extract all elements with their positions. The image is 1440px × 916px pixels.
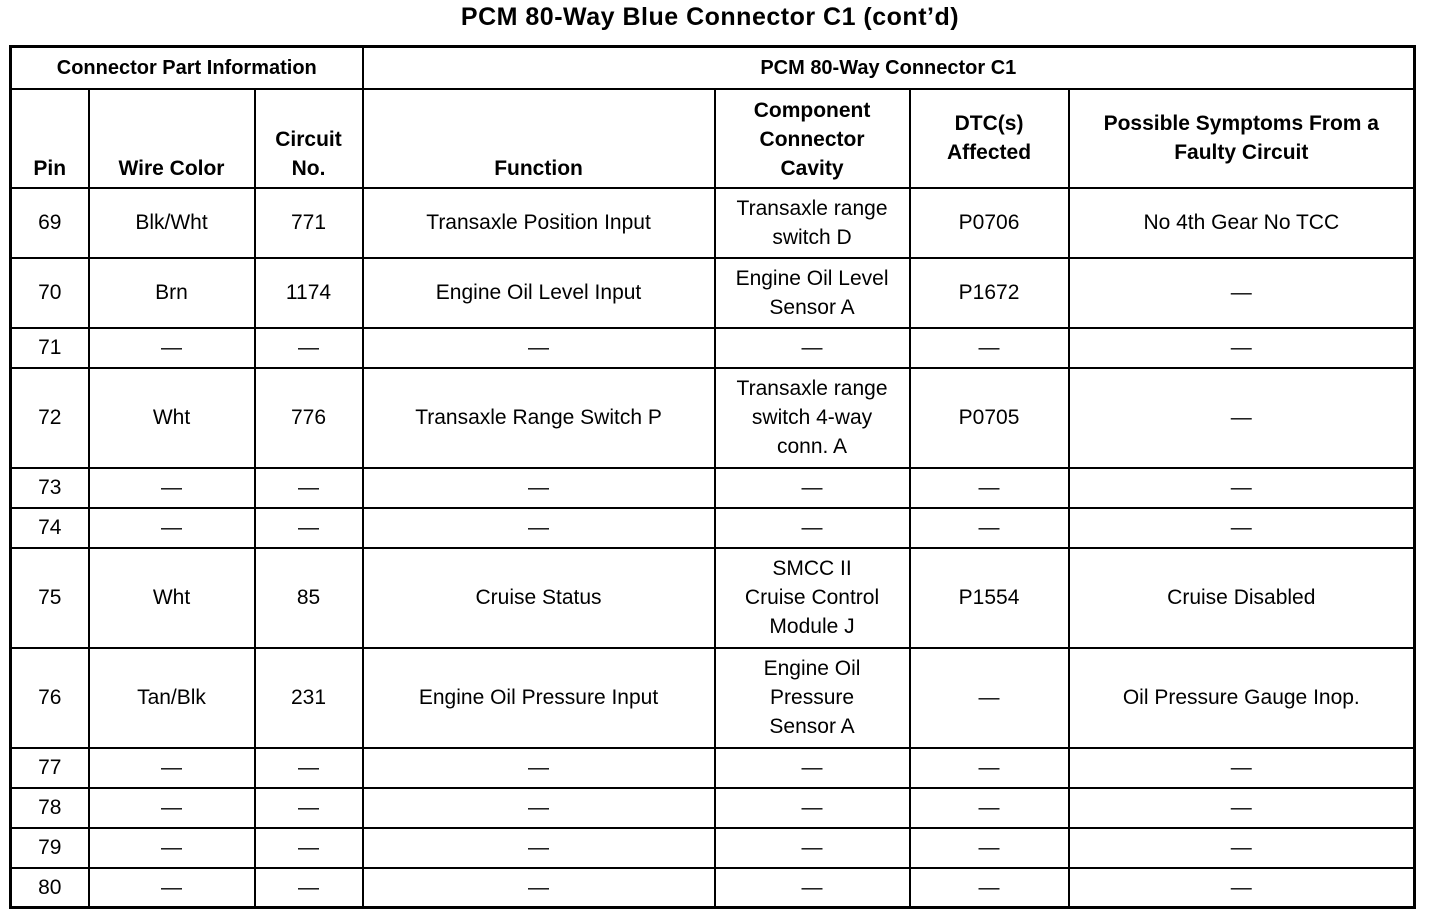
cavity-cell: Transaxle range switch 4-way conn. A [715,368,910,468]
pin-cell: 77 [11,748,89,788]
dtc-cell: — [910,648,1069,748]
dtc-cell: P0705 [910,368,1069,468]
table-row [11,548,1415,648]
pin-cell: 75 [11,548,89,648]
page-title: PCM 80-Way Blue Connector C1 (cont’d) [460,3,960,31]
wire-color-cell: — [89,508,255,548]
wire-color-cell: Wht [89,548,255,648]
table-row [11,828,1415,868]
table-row [11,508,1415,548]
wire-color-cell: — [89,468,255,508]
table-row [11,748,1415,788]
cavity-cell: SMCC II Cruise Control Module J [715,548,910,648]
dtc-cell: P0706 [910,188,1069,258]
column-header-possible-symptoms: Possible Symptoms From a Faulty Circuit [1069,89,1415,188]
symptoms-cell: Oil Pressure Gauge Inop. [1069,648,1415,748]
dtc-cell: P1672 [910,258,1069,328]
wire-color-cell: — [89,788,255,828]
cavity-cell: — [715,828,910,868]
pin-cell: 71 [11,328,89,368]
wire-color-cell: Wht [89,368,255,468]
table-row [11,868,1415,908]
cavity-cell: — [715,508,910,548]
pin-cell: 74 [11,508,89,548]
column-header-circuit-no: Circuit No. [255,89,363,188]
wire-color-cell: Brn [89,258,255,328]
function-cell: Transaxle Range Switch P [363,368,715,468]
pin-cell: 80 [11,868,89,908]
column-header-wire-color: Wire Color [89,89,255,188]
function-cell: Cruise Status [363,548,715,648]
function-cell: — [363,788,715,828]
circuit-cell: — [255,828,363,868]
circuit-cell: 85 [255,548,363,648]
pin-cell: 70 [11,258,89,328]
table-row [11,188,1415,258]
pin-cell: 73 [11,468,89,508]
wire-color-cell: Tan/Blk [89,648,255,748]
dtc-cell: — [910,748,1069,788]
cavity-cell: — [715,788,910,828]
cavity-cell: Engine Oil Pressure Sensor A [715,648,910,748]
symptoms-cell: — [1069,508,1415,548]
table-row [11,368,1415,468]
wire-color-cell: — [89,748,255,788]
circuit-cell: 1174 [255,258,363,328]
table-row [11,788,1415,828]
wire-color-cell: Blk/Wht [89,188,255,258]
symptoms-cell: — [1069,868,1415,908]
column-header-row [11,89,1415,188]
symptoms-cell: — [1069,468,1415,508]
function-cell: — [363,468,715,508]
circuit-cell: — [255,508,363,548]
wire-color-cell: — [89,868,255,908]
function-cell: — [363,508,715,548]
wire-color-cell: — [89,828,255,868]
function-cell: — [363,748,715,788]
symptoms-cell: — [1069,328,1415,368]
column-header-component-cavity: Component Connector Cavity [715,89,910,188]
symptoms-cell: — [1069,748,1415,788]
dtc-cell: — [910,828,1069,868]
table-row [11,648,1415,748]
dtc-cell: — [910,788,1069,828]
function-cell: — [363,868,715,908]
symptoms-cell: — [1069,788,1415,828]
pin-cell: 72 [11,368,89,468]
pin-cell: 79 [11,828,89,868]
circuit-cell: 776 [255,368,363,468]
cavity-cell: — [715,748,910,788]
function-cell: Engine Oil Pressure Input [363,648,715,748]
circuit-cell: — [255,868,363,908]
circuit-cell: — [255,788,363,828]
group-header-pcm-connector: PCM 80-Way Connector C1 [363,47,1415,89]
function-cell: Engine Oil Level Input [363,258,715,328]
dtc-cell: — [910,468,1069,508]
dtc-cell: — [910,328,1069,368]
pin-cell: 78 [11,788,89,828]
circuit-cell: — [255,328,363,368]
wire-color-cell: — [89,328,255,368]
dtc-cell: — [910,508,1069,548]
column-header-dtc-affected: DTC(s) Affected [910,89,1069,188]
circuit-cell: 771 [255,188,363,258]
symptoms-cell: — [1069,368,1415,468]
dtc-cell: — [910,868,1069,908]
symptoms-cell: No 4th Gear No TCC [1069,188,1415,258]
table-row [11,468,1415,508]
circuit-cell: — [255,748,363,788]
group-header-connector-part-info: Connector Part Information [11,47,363,89]
function-cell: — [363,828,715,868]
group-header-row [11,47,1415,89]
pin-cell: 69 [11,188,89,258]
cavity-cell: — [715,868,910,908]
symptoms-cell: — [1069,828,1415,868]
dtc-cell: P1554 [910,548,1069,648]
connector-pin-table [9,45,1416,909]
cavity-cell: Transaxle range switch D [715,188,910,258]
cavity-cell: Engine Oil Level Sensor A [715,258,910,328]
function-cell: — [363,328,715,368]
cavity-cell: — [715,328,910,368]
pin-cell: 76 [11,648,89,748]
function-cell: Transaxle Position Input [363,188,715,258]
symptoms-cell: — [1069,258,1415,328]
cavity-cell: — [715,468,910,508]
circuit-cell: — [255,468,363,508]
table-row [11,258,1415,328]
circuit-cell: 231 [255,648,363,748]
column-header-function: Function [363,89,715,188]
table-row [11,328,1415,368]
symptoms-cell: Cruise Disabled [1069,548,1415,648]
column-header-pin: Pin [11,89,89,188]
